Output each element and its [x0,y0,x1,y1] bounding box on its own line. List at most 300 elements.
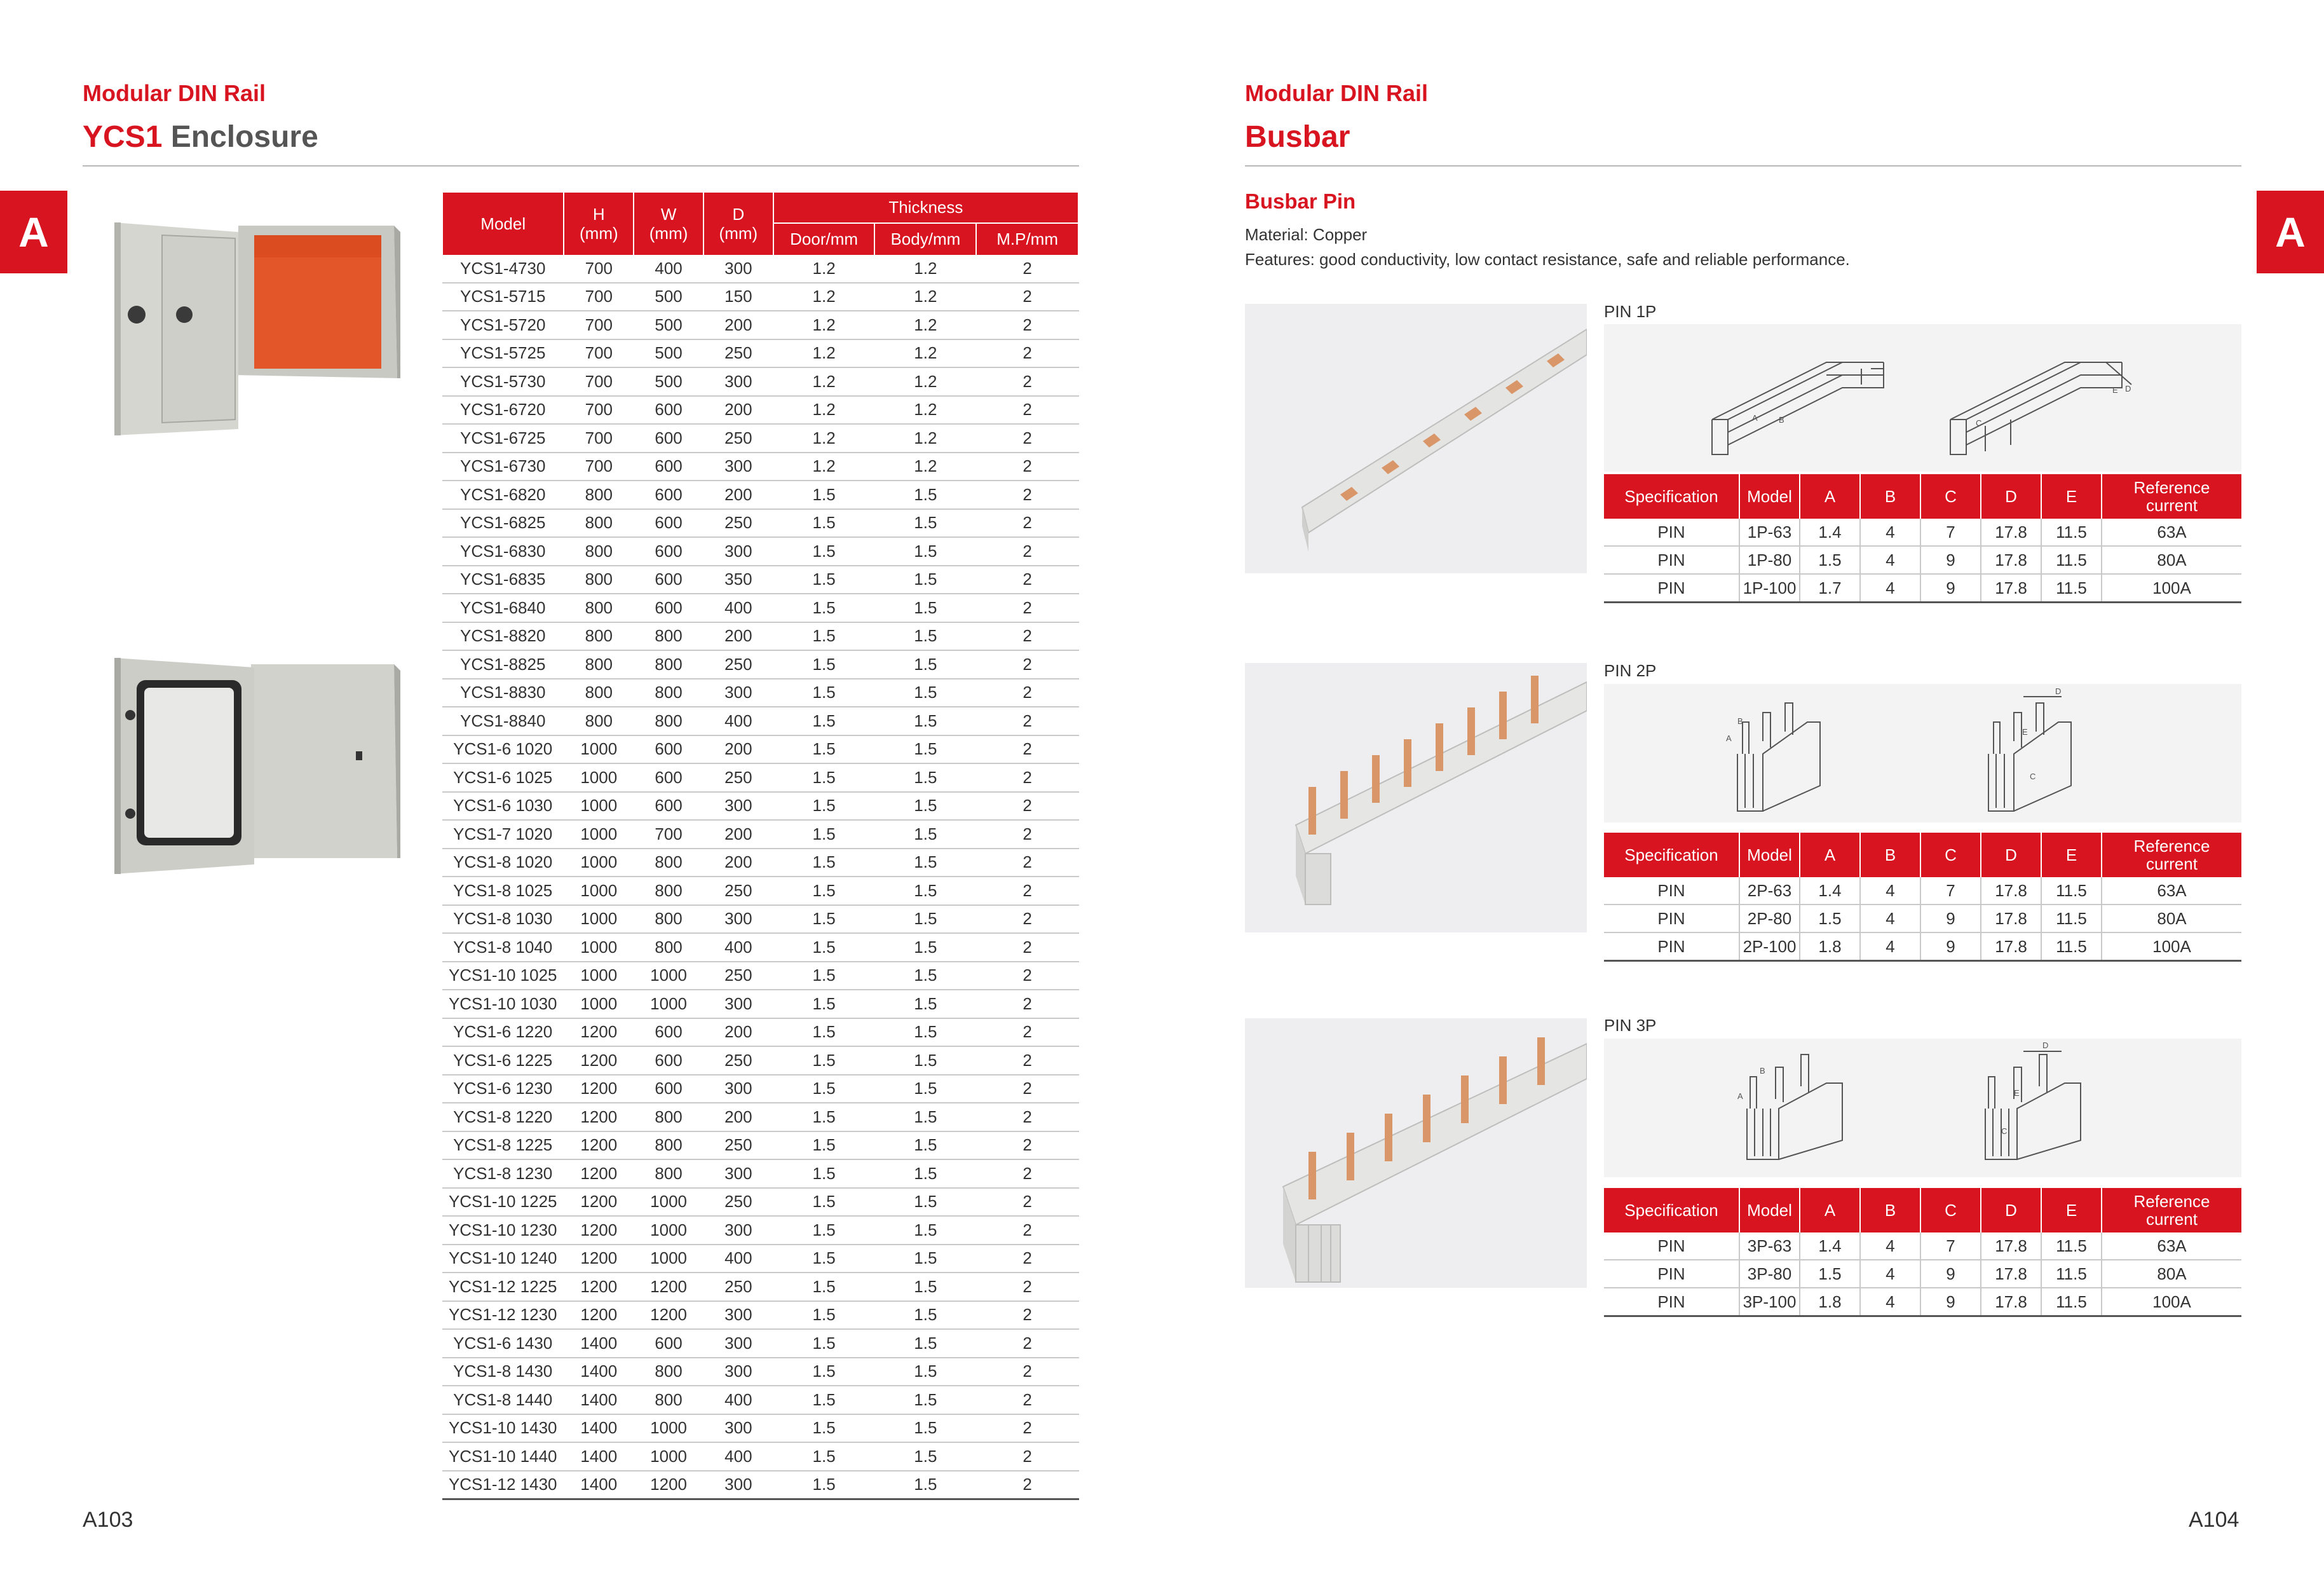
table-cell: YCS1-8830 [442,679,564,707]
left-title-model: YCS1 [83,120,163,154]
table-cell: 1.5 [773,622,875,651]
table-cell: 2 [976,424,1078,453]
table-cell: 2 [976,1273,1078,1301]
table-row [442,1188,1078,1217]
table-cell: YCS1-8 1020 [442,849,564,877]
table-cell: 300 [703,905,773,934]
table-cell: PIN [1604,574,1739,603]
table-cell: 1200 [564,1188,634,1217]
table-row [442,1046,1078,1075]
pin-3p-dim-e: E [2014,1088,2020,1098]
table-row [1604,932,2241,961]
table-cell: 1.5 [874,820,976,849]
pin-2p-dim-d: D [2055,686,2062,696]
table-row [442,622,1078,651]
table-cell: 4 [1860,1260,1920,1288]
pin-2p-header-ref [2102,833,2241,877]
table-row [442,763,1078,792]
table-cell: 400 [703,1442,773,1471]
table-cell: 2 [976,707,1078,735]
table-cell: 1.5 [874,763,976,792]
col-header-body: Body/mm [874,223,976,255]
table-cell: 100A [2102,932,2241,961]
table-cell: 700 [564,396,634,425]
col-header-d-label: D [732,205,745,224]
table-row [442,367,1078,396]
table-row [1604,1260,2241,1288]
pin-3p-header-ref [2102,1188,2241,1232]
table-cell: 1.5 [773,1245,875,1273]
table-cell: 1P-80 [1739,546,1800,574]
table-cell: 1.5 [773,877,875,905]
table-cell: 80A [2102,1260,2241,1288]
table-cell: 1.2 [874,283,976,311]
table-row [442,679,1078,707]
table-cell: 2P-80 [1739,905,1800,932]
table-cell: 1.5 [874,622,976,651]
table-cell: 2 [976,1018,1078,1047]
table-cell: 100A [2102,1288,2241,1316]
table-cell: 800 [564,622,634,651]
table-cell: YCS1-6830 [442,537,564,566]
table-cell: 1.5 [773,1301,875,1330]
table-cell: 700 [564,283,634,311]
table-cell: 80A [2102,905,2241,932]
table-row [442,1386,1078,1414]
table-cell: 1200 [564,1301,634,1330]
table-cell: 1.5 [773,594,875,622]
table-cell: 1.5 [773,1386,875,1414]
table-cell: 1.5 [874,566,976,594]
table-cell: 7 [1920,1232,1981,1260]
table-cell: 1000 [564,792,634,821]
table-cell: YCS1-6 1020 [442,735,564,764]
table-cell: 400 [703,933,773,962]
table-row [442,792,1078,821]
table-cell: 200 [703,396,773,425]
table-cell: 200 [703,1103,773,1131]
table-cell: 800 [634,1386,703,1414]
table-cell: 800 [564,481,634,509]
table-cell: 1000 [634,990,703,1018]
table-cell: 600 [634,735,703,764]
table-cell: 1P-100 [1739,574,1800,603]
table-cell: 80A [2102,546,2241,574]
table-cell: 1.2 [773,339,875,368]
pin-3p-header-spec: Specification [1604,1188,1739,1232]
table-cell: 1.2 [773,367,875,396]
table-cell: 600 [634,481,703,509]
table-cell: 1.5 [874,1273,976,1301]
table-cell: 300 [703,1358,773,1386]
table-cell: 1000 [634,1442,703,1471]
table-cell: 2 [976,311,1078,339]
table-cell: 600 [634,594,703,622]
table-cell: 4 [1860,932,1920,961]
table-cell: 1.8 [1800,932,1860,961]
table-cell: 11.5 [2041,546,2102,574]
table-cell: 11.5 [2041,1232,2102,1260]
table-row [442,1245,1078,1273]
table-cell: 300 [703,1414,773,1443]
pin-3p-header-e: E [2041,1188,2102,1232]
table-row [442,424,1078,453]
table-cell: YCS1-8 1440 [442,1386,564,1414]
table-cell: 400 [703,1245,773,1273]
table-cell: 4 [1860,519,1920,546]
table-cell: 1.5 [773,679,875,707]
table-cell: 1.5 [874,933,976,962]
table-row [1604,574,2241,603]
pin-3p-header-b: B [1860,1188,1920,1232]
pin-2p-label: PIN 2P [1604,661,1657,680]
table-cell: 700 [564,424,634,453]
pin-2p-header-b: B [1860,833,1920,877]
table-cell: YCS1-8 1430 [442,1358,564,1386]
table-row [442,537,1078,566]
table-cell: 1000 [564,990,634,1018]
table-cell: 2 [976,1471,1078,1499]
table-cell: 1.2 [874,311,976,339]
table-cell: 800 [564,650,634,679]
table-cell: 1.7 [1800,574,1860,603]
table-cell: 1.5 [773,1273,875,1301]
table-row [442,1471,1078,1499]
table-cell: 1.5 [1800,905,1860,932]
pin-3p-header-model: Model [1739,1188,1800,1232]
table-cell: 250 [703,877,773,905]
table-cell: YCS1-10 1440 [442,1442,564,1471]
table-cell: YCS1-8 1040 [442,933,564,962]
table-cell: 250 [703,962,773,990]
table-cell: YCS1-5720 [442,311,564,339]
table-row [442,566,1078,594]
table-cell: 1.5 [773,650,875,679]
table-cell: 1.4 [1800,1232,1860,1260]
table-row [442,933,1078,962]
table-cell: 800 [564,707,634,735]
table-row [442,820,1078,849]
table-cell: PIN [1604,1232,1739,1260]
table-cell: 350 [703,566,773,594]
table-row [442,283,1078,311]
table-cell: 250 [703,339,773,368]
table-cell: 250 [703,1131,773,1160]
table-cell: YCS1-6820 [442,481,564,509]
table-row [1604,546,2241,574]
table-cell: 11.5 [2041,1288,2102,1316]
table-cell: 1200 [564,1131,634,1160]
table-cell: 17.8 [1981,1288,2041,1316]
table-cell: 1.5 [773,792,875,821]
table-cell: 400 [703,594,773,622]
table-cell: 1.5 [874,1159,976,1188]
pin-2p-header-model: Model [1739,833,1800,877]
table-row [1604,519,2241,546]
table-cell: 1.2 [874,367,976,396]
table-cell: 1P-63 [1739,519,1800,546]
table-cell: 4 [1860,1232,1920,1260]
table-cell: 1200 [564,1103,634,1131]
table-cell: PIN [1604,1288,1739,1316]
table-cell: 2 [976,1386,1078,1414]
table-row [442,339,1078,368]
table-cell: 800 [634,1131,703,1160]
pin-1p-dim-c: C [1976,418,1982,428]
col-header-w [634,193,703,255]
table-cell: YCS1-12 1430 [442,1471,564,1499]
table-cell: 1.5 [773,509,875,538]
col-header-h-label: H [592,205,605,224]
table-cell: 2 [976,481,1078,509]
table-row [1604,1288,2241,1316]
pin-1p-header-e: E [2041,474,2102,519]
table-cell: 800 [634,1358,703,1386]
table-cell: 1.5 [773,537,875,566]
table-row [442,509,1078,538]
table-cell: 800 [564,566,634,594]
table-cell: 600 [634,424,703,453]
table-row [442,650,1078,679]
table-cell: 1200 [564,1046,634,1075]
table-row [442,962,1078,990]
table-cell: 250 [703,763,773,792]
table-row [442,877,1078,905]
table-cell: 1.5 [773,1442,875,1471]
table-cell: 1.5 [874,849,976,877]
table-cell: 100A [2102,574,2241,603]
table-cell: PIN [1604,877,1739,905]
table-cell: 800 [634,933,703,962]
table-cell: 500 [634,283,703,311]
table-cell: 1.5 [773,1046,875,1075]
table-cell: 2 [976,933,1078,962]
pin-1p-drawing [1604,324,2241,472]
table-cell: 1400 [564,1386,634,1414]
table-cell: YCS1-8 1225 [442,1131,564,1160]
table-cell: 1000 [564,763,634,792]
table-cell: 1200 [634,1273,703,1301]
col-header-model: Model [442,193,564,255]
pin-1p-header-c: C [1920,474,1981,519]
left-series-label: Modular DIN Rail [83,80,266,106]
table-cell: 17.8 [1981,877,2041,905]
table-cell: 2 [976,339,1078,368]
right-page-number: A104 [2189,1508,2239,1532]
table-cell: 1200 [634,1301,703,1330]
table-cell: 300 [703,1301,773,1330]
table-cell: 400 [703,1386,773,1414]
table-cell: 2 [976,622,1078,651]
table-cell: 3P-80 [1739,1260,1800,1288]
table-cell: PIN [1604,546,1739,574]
table-cell: 17.8 [1981,1232,2041,1260]
table-cell: 1.2 [773,311,875,339]
pin-3p-photo [1245,1018,1587,1288]
table-cell: 2 [976,1188,1078,1217]
pin-1p-header-d: D [1981,474,2041,519]
table-cell: 600 [634,566,703,594]
pin-2p-dim-e: E [2022,727,2028,737]
table-cell: 1.5 [773,566,875,594]
table-row [442,1103,1078,1131]
pin-1p-dim-a: A [1752,413,1758,423]
table-cell: 300 [703,537,773,566]
table-cell: 1.5 [874,537,976,566]
table-cell: 1.5 [874,792,976,821]
table-cell: 400 [703,707,773,735]
table-cell: 1.2 [874,339,976,368]
table-cell: 2 [976,1358,1078,1386]
table-cell: 300 [703,990,773,1018]
table-cell: 1000 [634,962,703,990]
table-cell: 2 [976,537,1078,566]
pin-3p-table [1604,1188,2241,1317]
table-cell: 1200 [634,1471,703,1499]
table-cell: 1.5 [874,1131,976,1160]
table-cell: 2P-63 [1739,877,1800,905]
col-header-mp: M.P/mm [976,223,1078,255]
table-cell: 2 [976,962,1078,990]
table-cell: 1000 [634,1216,703,1245]
table-row [442,735,1078,764]
table-cell: 1400 [564,1329,634,1358]
table-cell: 1.5 [773,1358,875,1386]
pin-2p-header-a: A [1800,833,1860,877]
table-cell: 600 [634,1075,703,1103]
table-cell: 1.5 [773,481,875,509]
table-cell: 1.2 [874,424,976,453]
table-cell: 9 [1920,1288,1981,1316]
table-cell: YCS1-6725 [442,424,564,453]
table-cell: YCS1-6835 [442,566,564,594]
left-page-number: A103 [83,1508,133,1532]
table-row [442,1075,1078,1103]
table-cell: 17.8 [1981,546,2041,574]
table-cell: 300 [703,792,773,821]
table-cell: 1.5 [1800,1260,1860,1288]
pin-2p-header-d: D [1981,833,2041,877]
table-cell: 1.5 [874,735,976,764]
table-cell: 2 [976,1131,1078,1160]
table-cell: 2 [976,849,1078,877]
table-cell: 600 [634,509,703,538]
table-cell: 1000 [564,877,634,905]
table-cell: 3P-100 [1739,1288,1800,1316]
enclosure-window-image [111,655,400,880]
table-cell: YCS1-6825 [442,509,564,538]
table-cell: 11.5 [2041,905,2102,932]
table-cell: 1.5 [874,1471,976,1499]
table-cell: 2 [976,1414,1078,1443]
table-cell: 1.2 [874,453,976,481]
table-cell: 63A [2102,1232,2241,1260]
table-row [1604,905,2241,932]
table-row [442,905,1078,934]
table-cell: 1.5 [874,650,976,679]
table-cell: YCS1-5715 [442,283,564,311]
pin-2p-header-e: E [2041,833,2102,877]
table-cell: 1200 [564,1075,634,1103]
table-cell: 250 [703,1046,773,1075]
table-cell: YCS1-10 1025 [442,962,564,990]
table-cell: 800 [634,1159,703,1188]
table-cell: 63A [2102,519,2241,546]
table-cell: 2 [976,650,1078,679]
table-cell: 1.5 [773,707,875,735]
table-cell: 1.5 [773,1471,875,1499]
pin-3p-header-d: D [1981,1188,2041,1232]
table-cell: 2 [976,877,1078,905]
table-cell: 1.5 [874,1103,976,1131]
table-row [442,1273,1078,1301]
table-row [442,481,1078,509]
table-cell: 1.5 [874,679,976,707]
table-cell: 300 [703,1159,773,1188]
pin-3p-label: PIN 3P [1604,1016,1657,1035]
table-cell: 200 [703,849,773,877]
left-title-rule [83,165,1079,167]
table-cell: 2 [976,509,1078,538]
pin-1p-header-model: Model [1739,474,1800,519]
table-row [1604,877,2241,905]
ref-line-2: current [2146,1210,2198,1229]
table-cell: 17.8 [1981,519,2041,546]
table-cell: 1.5 [874,1075,976,1103]
pin-2p-dim-a: A [1726,734,1732,743]
pin-3p-drawing [1604,1039,2241,1177]
table-cell: YCS1-6 1030 [442,792,564,821]
table-cell: 1.5 [874,1414,976,1443]
table-cell: 700 [564,339,634,368]
table-cell: YCS1-8825 [442,650,564,679]
table-row [442,1301,1078,1330]
table-cell: 200 [703,481,773,509]
pin-2p-header-spec: Specification [1604,833,1739,877]
enclosure-open-image [111,219,400,439]
ref-line-1: Reference [2133,836,2210,856]
table-cell: 400 [634,255,703,283]
table-cell: 700 [564,367,634,396]
table-cell: 4 [1860,905,1920,932]
pin-1p-table-body [1604,519,2241,603]
table-cell: 800 [564,537,634,566]
table-cell: 1.5 [773,1131,875,1160]
table-cell: 800 [634,877,703,905]
table-cell: 700 [564,311,634,339]
table-cell: 1000 [564,820,634,849]
table-cell: 1.5 [874,509,976,538]
table-cell: 1400 [564,1358,634,1386]
col-header-w-label: W [660,205,677,224]
table-cell: 1.5 [874,1216,976,1245]
table-cell: 700 [564,453,634,481]
table-cell: 2 [976,1329,1078,1358]
table-row [442,1442,1078,1471]
table-cell: 500 [634,367,703,396]
table-cell: 2 [976,735,1078,764]
table-cell: 1000 [634,1414,703,1443]
pin-1p-header-a: A [1800,474,1860,519]
features-text: Features: good conductivity, low contact resistance, safe and reliable performance. [1245,250,1850,269]
col-header-h [564,193,634,255]
table-cell: 1.5 [874,1301,976,1330]
table-cell: 9 [1920,905,1981,932]
table-cell: 1.5 [773,1414,875,1443]
left-title-rest: Enclosure [162,120,318,154]
col-header-d [703,193,773,255]
pin-2p-table-body [1604,877,2241,961]
